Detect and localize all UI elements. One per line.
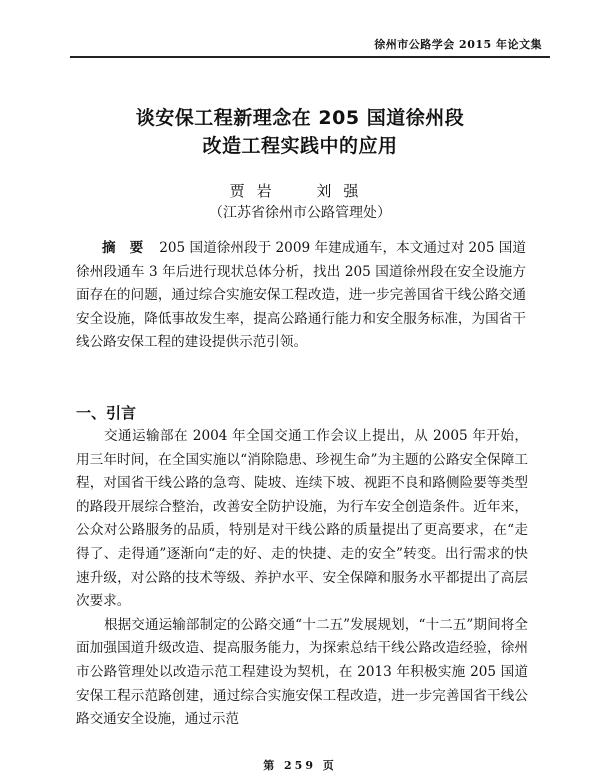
author-list (0, 180, 600, 202)
abstract (76, 237, 526, 355)
running-header: 徐州市公路学会 2015 年论文集 (374, 38, 542, 51)
title-line-2: 改造工程实践中的应用 (202, 135, 398, 157)
body-paragraph: 交通运输部在 2004 年全国交通工作会议上提出，从 2005 年开始，用三年时间，在全国实施以“消除隐患、珍视生命”为主题的公路安全保障工程，对国省干线公路的急弯、陡坡、连续下坡、视距不良和路侧险要等类型的路段开展综合整治，改善安全防护设施，为行车安全创造条件。近年来，公众对公路服务的品质，特别是对干线公路的质量提出了更高要求，在“走得了、走得通”逐渐向“走的好、走的快捷、走的安全”转变。出行需求的快速升级，对公路的技术等级、养护水平、安全保障和服务水平都提出了高层次要求。 (76, 428, 528, 610)
abstract-label: 摘要 (102, 240, 158, 256)
page-number: 第 259 页 (263, 759, 337, 772)
body-paragraph: 根据交通运输部制定的公路交通“十二五”发展规划，“十二五”期间将全面加强国道升级改造、提高服务能力，为探索总结干线公路改造经验，徐州市公路管理处以改造示范工程建设为契机，在 2013 年积极实施 205 国道安保工程示范路创建，通过综合实施安保工程改造，进一步完善国省干线公路交通安全设施，通过示范 (76, 616, 528, 728)
abstract-text: 205 国道徐州段于 2009 年建成通车，本文通过对 205 国道徐州段通车 3 年后进行现状总体分析，找出 205 国道徐州段在安全设施方面存在的问题，通过综合实施安保工程改造，进一步完善国省干线公路交通安全设施，降低事故发生率，提高公路通行能力和安全服务标准，为国省干线公路安保工程的建设提供示范引领。 (76, 240, 527, 350)
section-heading-introduction: 一、引言 (76, 404, 137, 422)
header-rule (70, 56, 550, 58)
author-name: 刘强 (316, 182, 371, 200)
section-body (76, 425, 528, 732)
author-name: 贾岩 (229, 182, 284, 200)
author-affiliation: （江苏省徐州市公路管理处） (209, 205, 391, 221)
title-line-1: 谈安保工程新理念在 205 国道徐州段 (135, 107, 465, 129)
paper-title (0, 104, 600, 160)
